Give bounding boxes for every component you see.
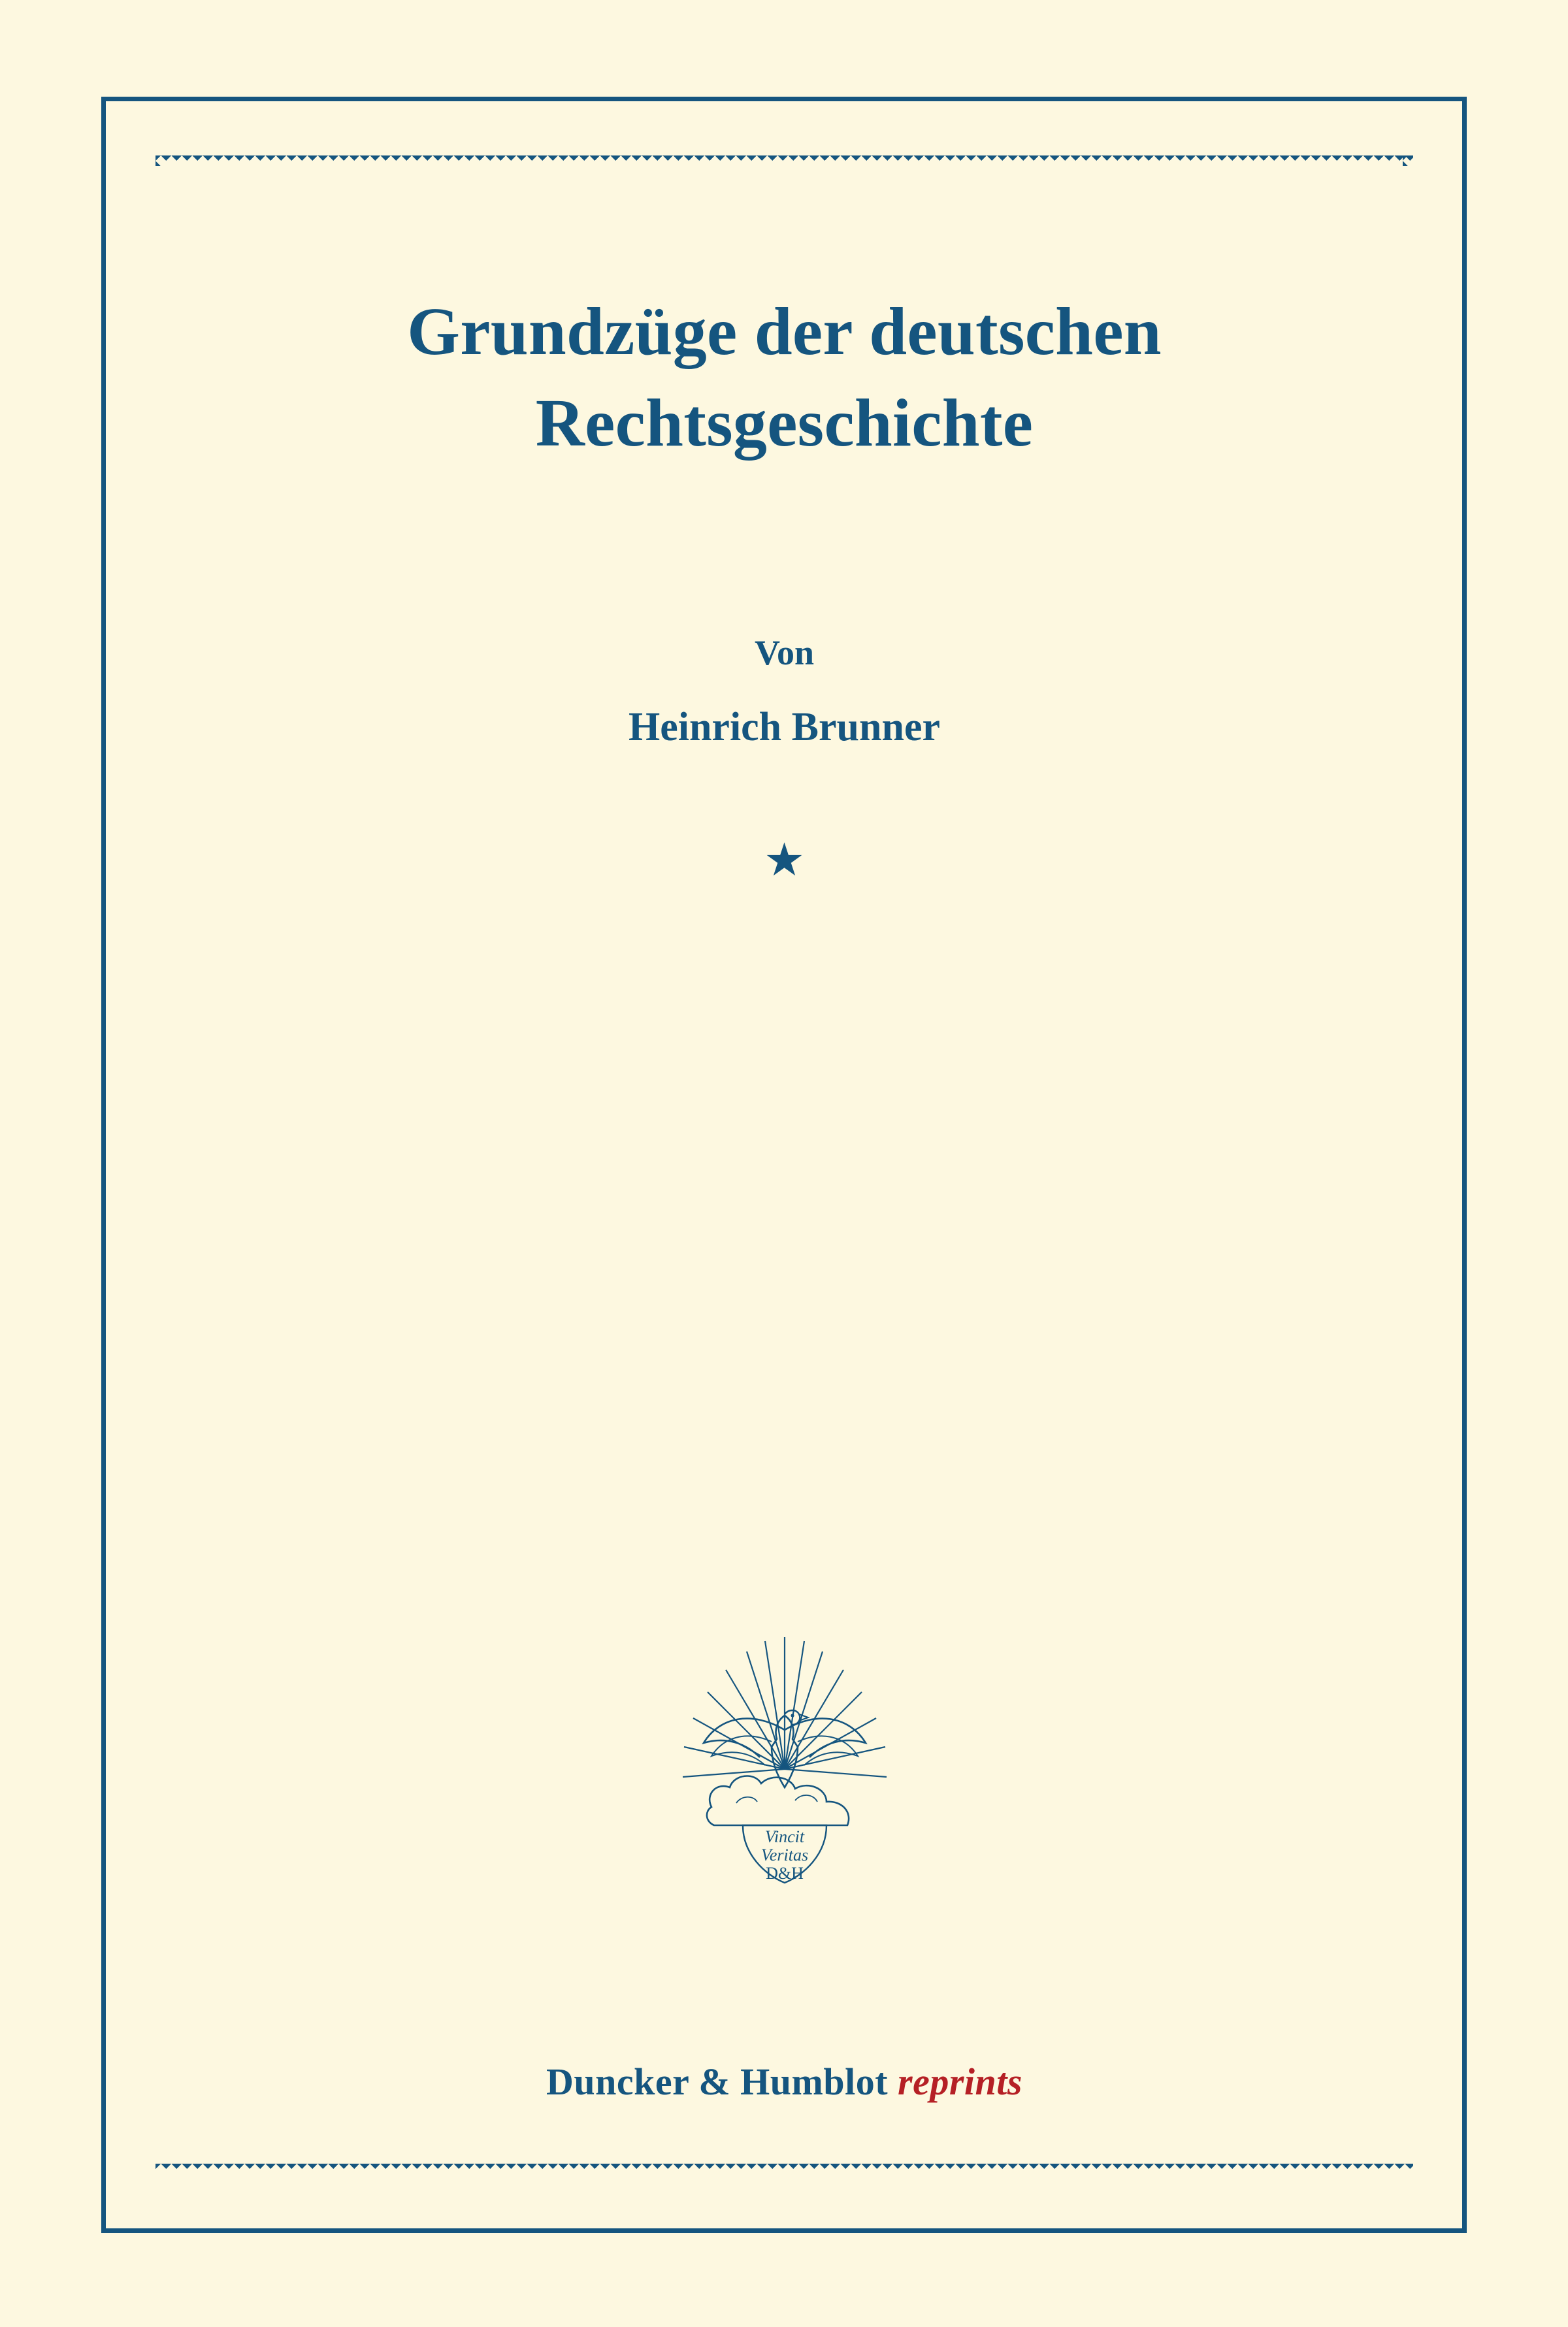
publisher-reprints-label: reprints	[898, 2060, 1022, 2103]
publisher-logo	[155, 1632, 1413, 1910]
publisher-name: Duncker & Humblot	[546, 2060, 889, 2103]
publisher-imprint	[155, 2060, 1413, 2104]
eagle-sunburst-logo-icon	[674, 1632, 896, 1906]
author-name: Heinrich Brunner	[628, 705, 941, 749]
book-title: Grundzüge der deutschen Rechtsgeschichte	[407, 294, 1162, 461]
byline-label: Von	[754, 633, 815, 672]
logo-motto-line1: Vincit	[764, 1827, 804, 1846]
cover-content	[155, 155, 1413, 2174]
logo-motto-line2: Veritas	[760, 1846, 808, 1864]
logo-initials: D&H	[765, 1864, 804, 1883]
star-ornament-icon: ★	[764, 836, 805, 886]
